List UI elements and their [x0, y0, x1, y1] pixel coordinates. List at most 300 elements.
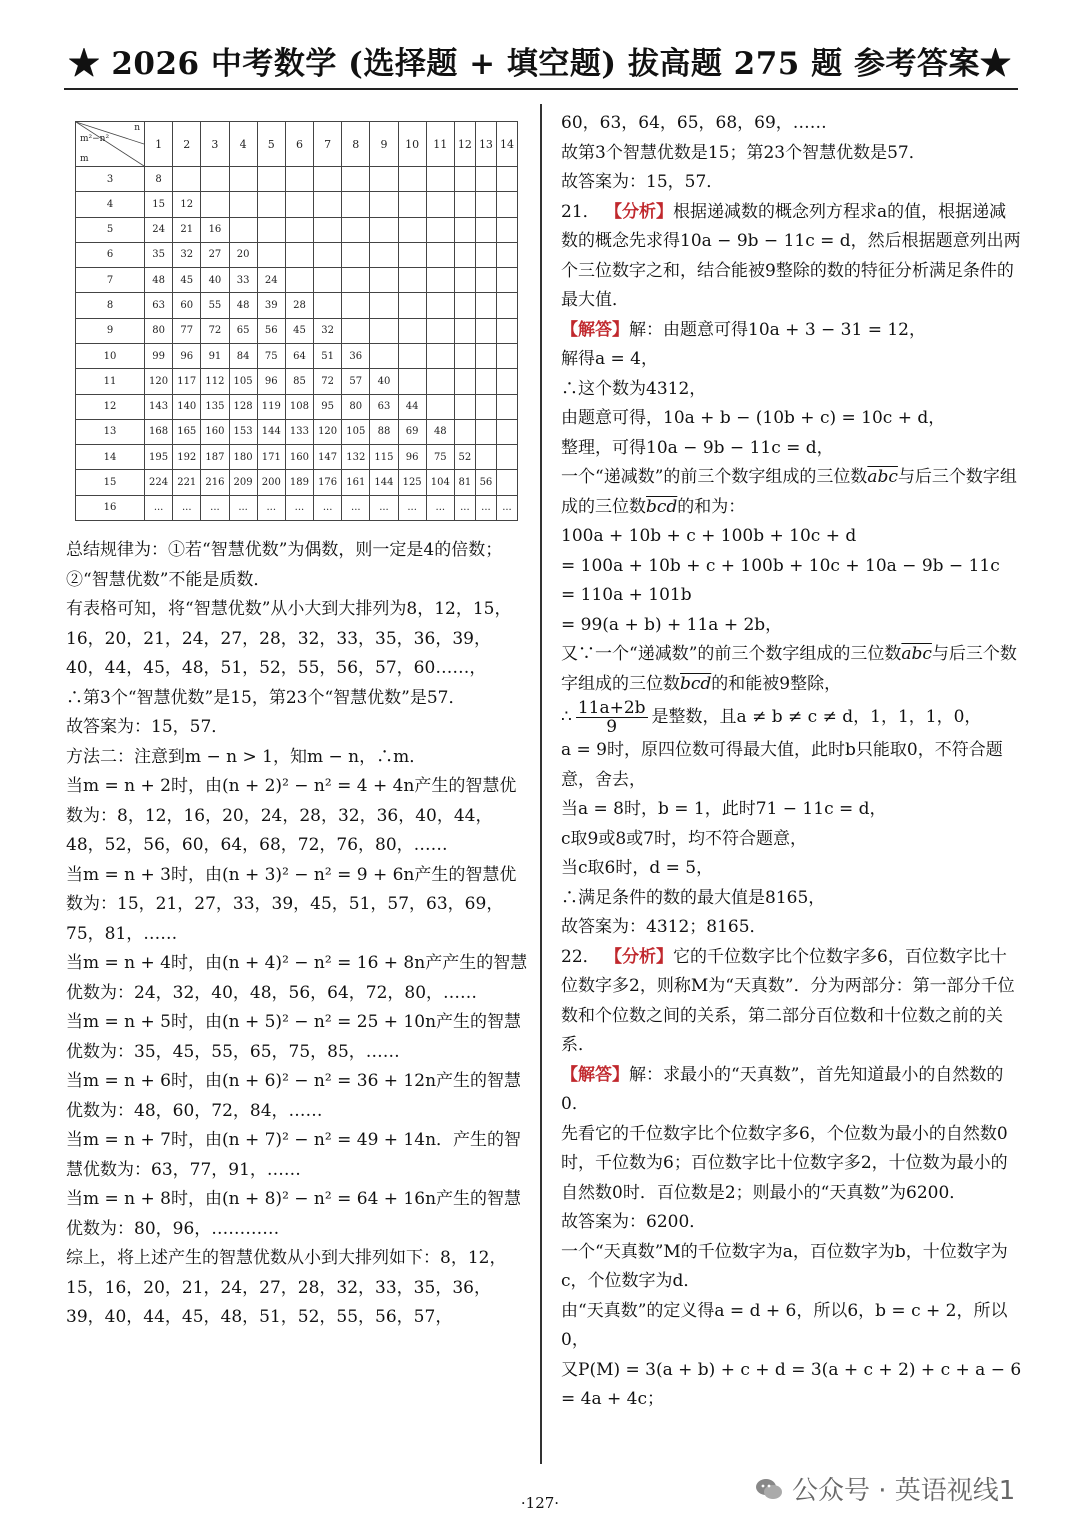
- right-line: 由题意可得，10a + b − (10b + c) = 10c + d，: [561, 408, 946, 428]
- column-header: 2: [173, 122, 201, 167]
- table-cell: ...: [229, 495, 257, 520]
- table-cell: 224: [145, 470, 173, 495]
- table-cell: ...: [342, 495, 370, 520]
- table-cell: [398, 242, 426, 267]
- table-cell: [475, 419, 496, 444]
- row-header: 11: [76, 369, 145, 394]
- row-header: 9: [76, 318, 145, 343]
- table-cell: 84: [229, 343, 257, 368]
- table-cell: 24: [257, 268, 285, 293]
- fraction: [576, 699, 648, 736]
- table-cell: [229, 217, 257, 242]
- table-cell: 35: [145, 242, 173, 267]
- text: ∴: [561, 707, 572, 727]
- table-cell: [342, 242, 370, 267]
- table-cell: 200: [257, 470, 285, 495]
- table-cell: [370, 268, 398, 293]
- right-line: 故答案为：4312；8165．: [561, 917, 767, 937]
- column-header: 6: [285, 122, 313, 167]
- table-cell: [475, 318, 496, 343]
- fraction-denominator: 9: [606, 717, 618, 737]
- table-cell: [398, 217, 426, 242]
- table-cell: 189: [285, 470, 313, 495]
- table-cell: ...: [314, 495, 342, 520]
- right-line: 又P(M) = 3(a + b) + c + d = 3(a + c + 2) + c + a − 6 = 4a + 4c；: [561, 1359, 1022, 1409]
- table-cell: [201, 192, 229, 217]
- table-cell: ...: [285, 495, 313, 520]
- text: 与后三个数字组成的三位数: [561, 644, 1017, 694]
- table-cell: 105: [342, 419, 370, 444]
- table-cell: 209: [229, 470, 257, 495]
- table-cell: 40: [201, 268, 229, 293]
- table-cell: [426, 217, 454, 242]
- table-cell: 16: [201, 217, 229, 242]
- column-header: 8: [342, 122, 370, 167]
- table-cell: [398, 318, 426, 343]
- table-cell: [426, 293, 454, 318]
- table-cell: 88: [370, 419, 398, 444]
- table-cell: [398, 192, 426, 217]
- table-cell: [342, 217, 370, 242]
- table-cell: ...: [496, 495, 517, 520]
- table-cell: 32: [314, 318, 342, 343]
- table-cell: 161: [342, 470, 370, 495]
- table-cell: 80: [342, 394, 370, 419]
- column-header: 14: [496, 122, 517, 167]
- column-header: 3: [201, 122, 229, 167]
- left-para: 当m = n + 7时，由(n + 7)² − n² = 49 + 14n．产生的智慧优数为：63，77，91，……: [66, 1130, 522, 1180]
- table-cell: 195: [145, 445, 173, 470]
- table-cell: [257, 217, 285, 242]
- table-cell: [285, 167, 313, 192]
- table-cell: 125: [398, 470, 426, 495]
- table-row: [76, 192, 518, 217]
- table-cell: 75: [257, 343, 285, 368]
- analysis-text: 根据递减数的概念列方程求a的值，根据递减数的概念先求得10a − 9b − 11c = d，然后根据题意列出两个三位数字之和，结合能被9整除的数的特征分析满足条件的最大值．: [561, 201, 1021, 310]
- table-cell: 24: [145, 217, 173, 242]
- column-header: 1: [145, 122, 173, 167]
- table-cell: 216: [201, 470, 229, 495]
- table-cell: [475, 217, 496, 242]
- analysis-text: 它的千位数字比个位数字多6，百位数字比十位数字多2，则称M为“天真数”．分为两部分：第一部分千位数和个位数之间的关系，第二部分百位数和十位数之前的关系．: [561, 946, 1015, 1055]
- table-cell: 135: [201, 394, 229, 419]
- table-cell: [257, 192, 285, 217]
- right-line: 故第3个智慧优数是15；第23个智慧优数是57．: [561, 142, 926, 163]
- right-line: [561, 640, 1023, 699]
- table-cell: 132: [342, 445, 370, 470]
- left-para: 综上，将上述产生的智慧优数从小到大排列如下：8，12，15，16，20，21，24，27，28，32，33，35，36，39，40，44，45，48，51，52，55，56，57，: [66, 1248, 507, 1327]
- analysis-tag: 【分析】: [605, 201, 674, 222]
- table-cell: [496, 217, 517, 242]
- table-row: [76, 167, 518, 192]
- table-cell: [229, 167, 257, 192]
- left-para: 当m = n + 2时，由(n + 2)² − n² = 4 + 4n产生的智慧优数为：8，12，16，20，24，28，32，36，40，44，48，52，56，60，64，68，72，76，80，……: [66, 776, 517, 855]
- table-cell: 55: [201, 293, 229, 318]
- table-cell: [454, 318, 475, 343]
- column-header: 7: [314, 122, 342, 167]
- left-para: 当m = n + 3时，由(n + 3)² − n² = 9 + 6n产生的智慧优数为：15，21，27，33，39，45，51，57，63，69，75，81，……: [66, 864, 517, 944]
- table-cell: [314, 167, 342, 192]
- column-header: 12: [454, 122, 475, 167]
- header-rule: [64, 88, 1018, 90]
- table-cell: [426, 318, 454, 343]
- table-cell: 144: [257, 419, 285, 444]
- table-cell: 57: [342, 369, 370, 394]
- table-cell: [370, 293, 398, 318]
- table-cell: 120: [314, 419, 342, 444]
- table-cell: [454, 394, 475, 419]
- column-header: 11: [426, 122, 454, 167]
- table-cell: 28: [285, 293, 313, 318]
- table-cell: 96: [398, 445, 426, 470]
- right-line: ∴满足条件的数的最大值是8165，: [561, 887, 826, 908]
- table-cell: 176: [314, 470, 342, 495]
- table-cell: [454, 192, 475, 217]
- table-cell: 96: [173, 343, 201, 368]
- right-line: 60，63，64，65，68，69，……: [561, 113, 827, 133]
- table-cell: 160: [285, 445, 313, 470]
- table-header-row: [76, 122, 518, 167]
- right-line: 当c取6时，d = 5，: [561, 858, 714, 878]
- table-cell: [454, 293, 475, 318]
- analysis-tag: 【分析】: [605, 946, 674, 967]
- q21-answer-line: [561, 316, 1023, 346]
- table-cell: [342, 268, 370, 293]
- table-cell: 117: [173, 369, 201, 394]
- right-line: 故答案为：15，57．: [561, 172, 724, 192]
- table-cell: ...: [370, 495, 398, 520]
- table-cell: 143: [145, 394, 173, 419]
- table-cell: 221: [173, 470, 201, 495]
- table-cell: 81: [454, 470, 475, 495]
- table-cell: [398, 293, 426, 318]
- table-cell: 115: [370, 445, 398, 470]
- row-header: 6: [76, 242, 145, 267]
- row-header: 13: [76, 419, 145, 444]
- table-cell: 105: [229, 369, 257, 394]
- table-cell: 160: [201, 419, 229, 444]
- table-cell: 99: [145, 343, 173, 368]
- smart-number-table: [75, 121, 518, 521]
- table-cell: 44: [398, 394, 426, 419]
- column-divider: [540, 104, 542, 1464]
- table-row: [76, 419, 518, 444]
- table-cell: [496, 394, 517, 419]
- table-cell: [475, 242, 496, 267]
- table-cell: [496, 167, 517, 192]
- table-cell: [370, 318, 398, 343]
- table-cell: [426, 242, 454, 267]
- table-row: [76, 394, 518, 419]
- table-row: [76, 470, 518, 495]
- right-line: ∴这个数为4312，: [561, 378, 707, 399]
- table-cell: [370, 217, 398, 242]
- table-cell: 48: [229, 293, 257, 318]
- table-cell: [342, 167, 370, 192]
- table-cell: ...: [398, 495, 426, 520]
- table-cell: 63: [145, 293, 173, 318]
- table-cell: [426, 268, 454, 293]
- corner-label: m: [80, 154, 89, 164]
- left-para: 方法二：注意到m − n > 1，知m − n，∴m．: [66, 746, 427, 767]
- table-cell: 40: [370, 369, 398, 394]
- column-header: 5: [257, 122, 285, 167]
- table-cell: ...: [173, 495, 201, 520]
- table-cell: ...: [257, 495, 285, 520]
- table-cell: [454, 343, 475, 368]
- answer-tag: 【解答】: [561, 319, 629, 340]
- right-line: [561, 699, 1023, 736]
- table-cell: ...: [145, 495, 173, 520]
- table-cell: [314, 242, 342, 267]
- table-cell: [370, 167, 398, 192]
- row-header: 14: [76, 445, 145, 470]
- table-cell: 128: [229, 394, 257, 419]
- table-cell: 85: [285, 369, 313, 394]
- table-cell: [342, 293, 370, 318]
- row-header: 3: [76, 167, 145, 192]
- table-cell: [454, 419, 475, 444]
- table-cell: 153: [229, 419, 257, 444]
- table-cell: [426, 167, 454, 192]
- right-line: 解得a = 4，: [561, 349, 659, 369]
- right-column: [561, 109, 1023, 1415]
- table-cell: 36: [342, 343, 370, 368]
- table-cell: 147: [314, 445, 342, 470]
- table-cell: 80: [145, 318, 173, 343]
- table-cell: [285, 217, 313, 242]
- table-cell: 56: [475, 470, 496, 495]
- overline-bcd: $\overline{bcd}$: [680, 673, 712, 694]
- right-line: 整理，可得10a − 9b − 11c = d，: [561, 437, 834, 458]
- table-cell: ...: [201, 495, 229, 520]
- row-header: 4: [76, 192, 145, 217]
- left-para: 当m = n + 5时，由(n + 5)² − n² = 25 + 10n产生的智慧优数为：35，45，55，65，75，85，……: [66, 1012, 522, 1062]
- table-cell: [285, 268, 313, 293]
- column-header: 4: [229, 122, 257, 167]
- right-line: 先看它的千位数字比个位数字多6，个位数为最小的自然数0时，千位数为6；百位数字比十位数字多2，十位数为最小的自然数0时．百位数是2；则最小的“天真数”为6200．: [561, 1123, 1008, 1203]
- table-cell: 63: [370, 394, 398, 419]
- watermark-text: 公众号 · 英语视线1: [792, 1476, 1016, 1506]
- q22-answer-line: [561, 1061, 1023, 1120]
- row-header: 12: [76, 394, 145, 419]
- table-cell: [398, 268, 426, 293]
- table-cell: 60: [173, 293, 201, 318]
- column-header: 13: [475, 122, 496, 167]
- row-header: 8: [76, 293, 145, 318]
- right-line: c取9或8或7时，均不符合题意，: [561, 828, 807, 849]
- table-cell: [173, 167, 201, 192]
- table-cell: 104: [426, 470, 454, 495]
- text: 的和能被9整除，: [711, 673, 842, 694]
- left-para: ②“智慧优数”不能是质数．: [66, 569, 271, 590]
- row-header: 7: [76, 268, 145, 293]
- left-para: 故答案为：15，57．: [66, 717, 229, 737]
- table-cell: 96: [257, 369, 285, 394]
- row-header: 15: [76, 470, 145, 495]
- table-row: [76, 445, 518, 470]
- table-cell: [342, 192, 370, 217]
- table-cell: 120: [145, 369, 173, 394]
- table-cell: 75: [426, 445, 454, 470]
- table-cell: [496, 268, 517, 293]
- table-cell: 39: [257, 293, 285, 318]
- table-cell: 64: [285, 343, 313, 368]
- row-header: 5: [76, 217, 145, 242]
- table-cell: [496, 192, 517, 217]
- table-cell: 69: [398, 419, 426, 444]
- page-title: ★ 2026 中考数学 (选择题 + 填空题) 拔高题 275 题 参考答案★: [68, 46, 1012, 82]
- answer-tag: 【解答】: [561, 1064, 629, 1085]
- table-cell: 45: [285, 318, 313, 343]
- table-cell: 77: [173, 318, 201, 343]
- table-cell: [475, 167, 496, 192]
- table-cell: [475, 268, 496, 293]
- table-cell: [370, 343, 398, 368]
- column-header: 10: [398, 122, 426, 167]
- table-cell: [370, 192, 398, 217]
- right-line: = 110a + 101b: [561, 585, 692, 605]
- table-cell: 45: [173, 268, 201, 293]
- table-cell: [475, 192, 496, 217]
- table-cell: 21: [173, 217, 201, 242]
- table-cell: 144: [370, 470, 398, 495]
- table-cell: [454, 268, 475, 293]
- table-row: [76, 343, 518, 368]
- table-cell: 171: [257, 445, 285, 470]
- table-cell: 192: [173, 445, 201, 470]
- table-cell: [314, 217, 342, 242]
- table-cell: 165: [173, 419, 201, 444]
- q21-analysis: [561, 198, 1023, 316]
- table-cell: [285, 242, 313, 267]
- table-cell: [496, 318, 517, 343]
- right-line: 故答案为：6200．: [561, 1212, 707, 1232]
- question-number: 22．: [561, 946, 600, 967]
- left-para: 当m = n + 6时，由(n + 6)² − n² = 36 + 12n产生的智慧优数为：48，60，72，84，……: [66, 1071, 522, 1121]
- table-cell: [426, 192, 454, 217]
- answer-text: 解：由题意可得10a + 3 − 31 = 12，: [629, 319, 927, 340]
- table-corner-cell: [76, 122, 145, 167]
- table-cell: 33: [229, 268, 257, 293]
- text: 又∵一个“递减数”的前三个数字组成的三位数: [561, 644, 902, 664]
- table-cell: [496, 242, 517, 267]
- left-para: ∴第3个“智慧优数”是15，第23个“智慧优数”是57．: [66, 687, 466, 708]
- table-cell: 140: [173, 394, 201, 419]
- table-cell: [398, 343, 426, 368]
- table-cell: 56: [257, 318, 285, 343]
- table-cell: [496, 445, 517, 470]
- table-cell: [314, 268, 342, 293]
- table-cell: 12: [173, 192, 201, 217]
- table-cell: [426, 343, 454, 368]
- table-cell: 15: [145, 192, 173, 217]
- right-line: = 100a + 10b + c + 100b + 10c + 10a − 9b − 11c: [561, 555, 1000, 576]
- right-line: = 99(a + b) + 11a + 2b，: [561, 614, 783, 635]
- fraction-numerator: 11a+2b: [577, 698, 646, 718]
- table-cell: ...: [454, 495, 475, 520]
- table-cell: [201, 167, 229, 192]
- left-column: [66, 536, 528, 1333]
- text: 与后三个数字组成的三位数: [561, 467, 1017, 517]
- text: 的和为：: [677, 496, 746, 517]
- table-cell: [454, 217, 475, 242]
- right-line: 100a + 10b + c + 100b + 10c + d: [561, 526, 857, 546]
- table-cell: [426, 394, 454, 419]
- page-number: ·127·: [520, 1494, 560, 1512]
- table-cell: [454, 369, 475, 394]
- right-line: 一个“天真数”M的千位数字为a，百位数字为b，十位数字为c，个位数字为d．: [561, 1241, 1008, 1291]
- table-row: [76, 495, 518, 520]
- overline-abc: $\overline{abc}$: [867, 467, 898, 487]
- corner-label: n: [134, 123, 140, 133]
- right-line: a = 9时，原四位数可得最大值，此时b只能取0，不符合题意，舍去，: [561, 740, 1003, 790]
- table-cell: 168: [145, 419, 173, 444]
- table-cell: [496, 419, 517, 444]
- table-cell: [257, 167, 285, 192]
- left-para: 当m = n + 8时，由(n + 8)² − n² = 64 + 16n产生的智慧优数为：80，96，…………: [66, 1189, 522, 1239]
- table-cell: 20: [229, 242, 257, 267]
- table-row: [76, 318, 518, 343]
- table-cell: 180: [229, 445, 257, 470]
- corner-label: m²−n²: [80, 134, 110, 144]
- table-cell: 51: [314, 343, 342, 368]
- right-line: 当a = 8时，b = 1，此时71 − 11c = d，: [561, 799, 887, 819]
- table-cell: 187: [201, 445, 229, 470]
- table-cell: 65: [229, 318, 257, 343]
- table-cell: [257, 242, 285, 267]
- table-cell: [398, 369, 426, 394]
- table-cell: 27: [201, 242, 229, 267]
- table-cell: [475, 369, 496, 394]
- table-row: [76, 242, 518, 267]
- overline-abc: $\overline{abc}$: [901, 644, 932, 664]
- table-cell: 119: [257, 394, 285, 419]
- table-cell: [496, 293, 517, 318]
- table-cell: ...: [475, 495, 496, 520]
- table-cell: ...: [426, 495, 454, 520]
- table-row: [76, 369, 518, 394]
- table-cell: [426, 369, 454, 394]
- table-cell: [285, 192, 313, 217]
- column-header: 9: [370, 122, 398, 167]
- table-cell: [454, 242, 475, 267]
- table-cell: 95: [314, 394, 342, 419]
- table-cell: 32: [173, 242, 201, 267]
- table-row: [76, 217, 518, 242]
- table-cell: 8: [145, 167, 173, 192]
- table-cell: 48: [145, 268, 173, 293]
- table-cell: [496, 369, 517, 394]
- question-number: 21．: [561, 201, 600, 222]
- answer-text: 解：求最小的“天真数”，首先知道最小的自然数的0．: [561, 1064, 1004, 1114]
- table-cell: [454, 167, 475, 192]
- table-cell: [370, 242, 398, 267]
- row-header: 16: [76, 495, 145, 520]
- table-cell: [496, 470, 517, 495]
- left-para: 有表格可知，将“智慧优数”从小大到大排列为8，12，15，16，20，21，24，27，28，32，33，35，36，39，40，44，45，48，51，52，55，56，57，60……，: [66, 599, 512, 678]
- table-cell: 91: [201, 343, 229, 368]
- text: 一个“递减数”的前三个数字组成的三位数: [561, 467, 868, 487]
- left-para: 总结规律为：①若“智慧优数”为偶数，则一定是4的倍数；: [66, 540, 503, 560]
- table-cell: 72: [201, 318, 229, 343]
- table-cell: [475, 394, 496, 419]
- overline-bcd: $\overline{bcd}$: [646, 496, 678, 517]
- row-header: 10: [76, 343, 145, 368]
- table-cell: [475, 445, 496, 470]
- right-line: [561, 463, 1023, 522]
- table-cell: [398, 167, 426, 192]
